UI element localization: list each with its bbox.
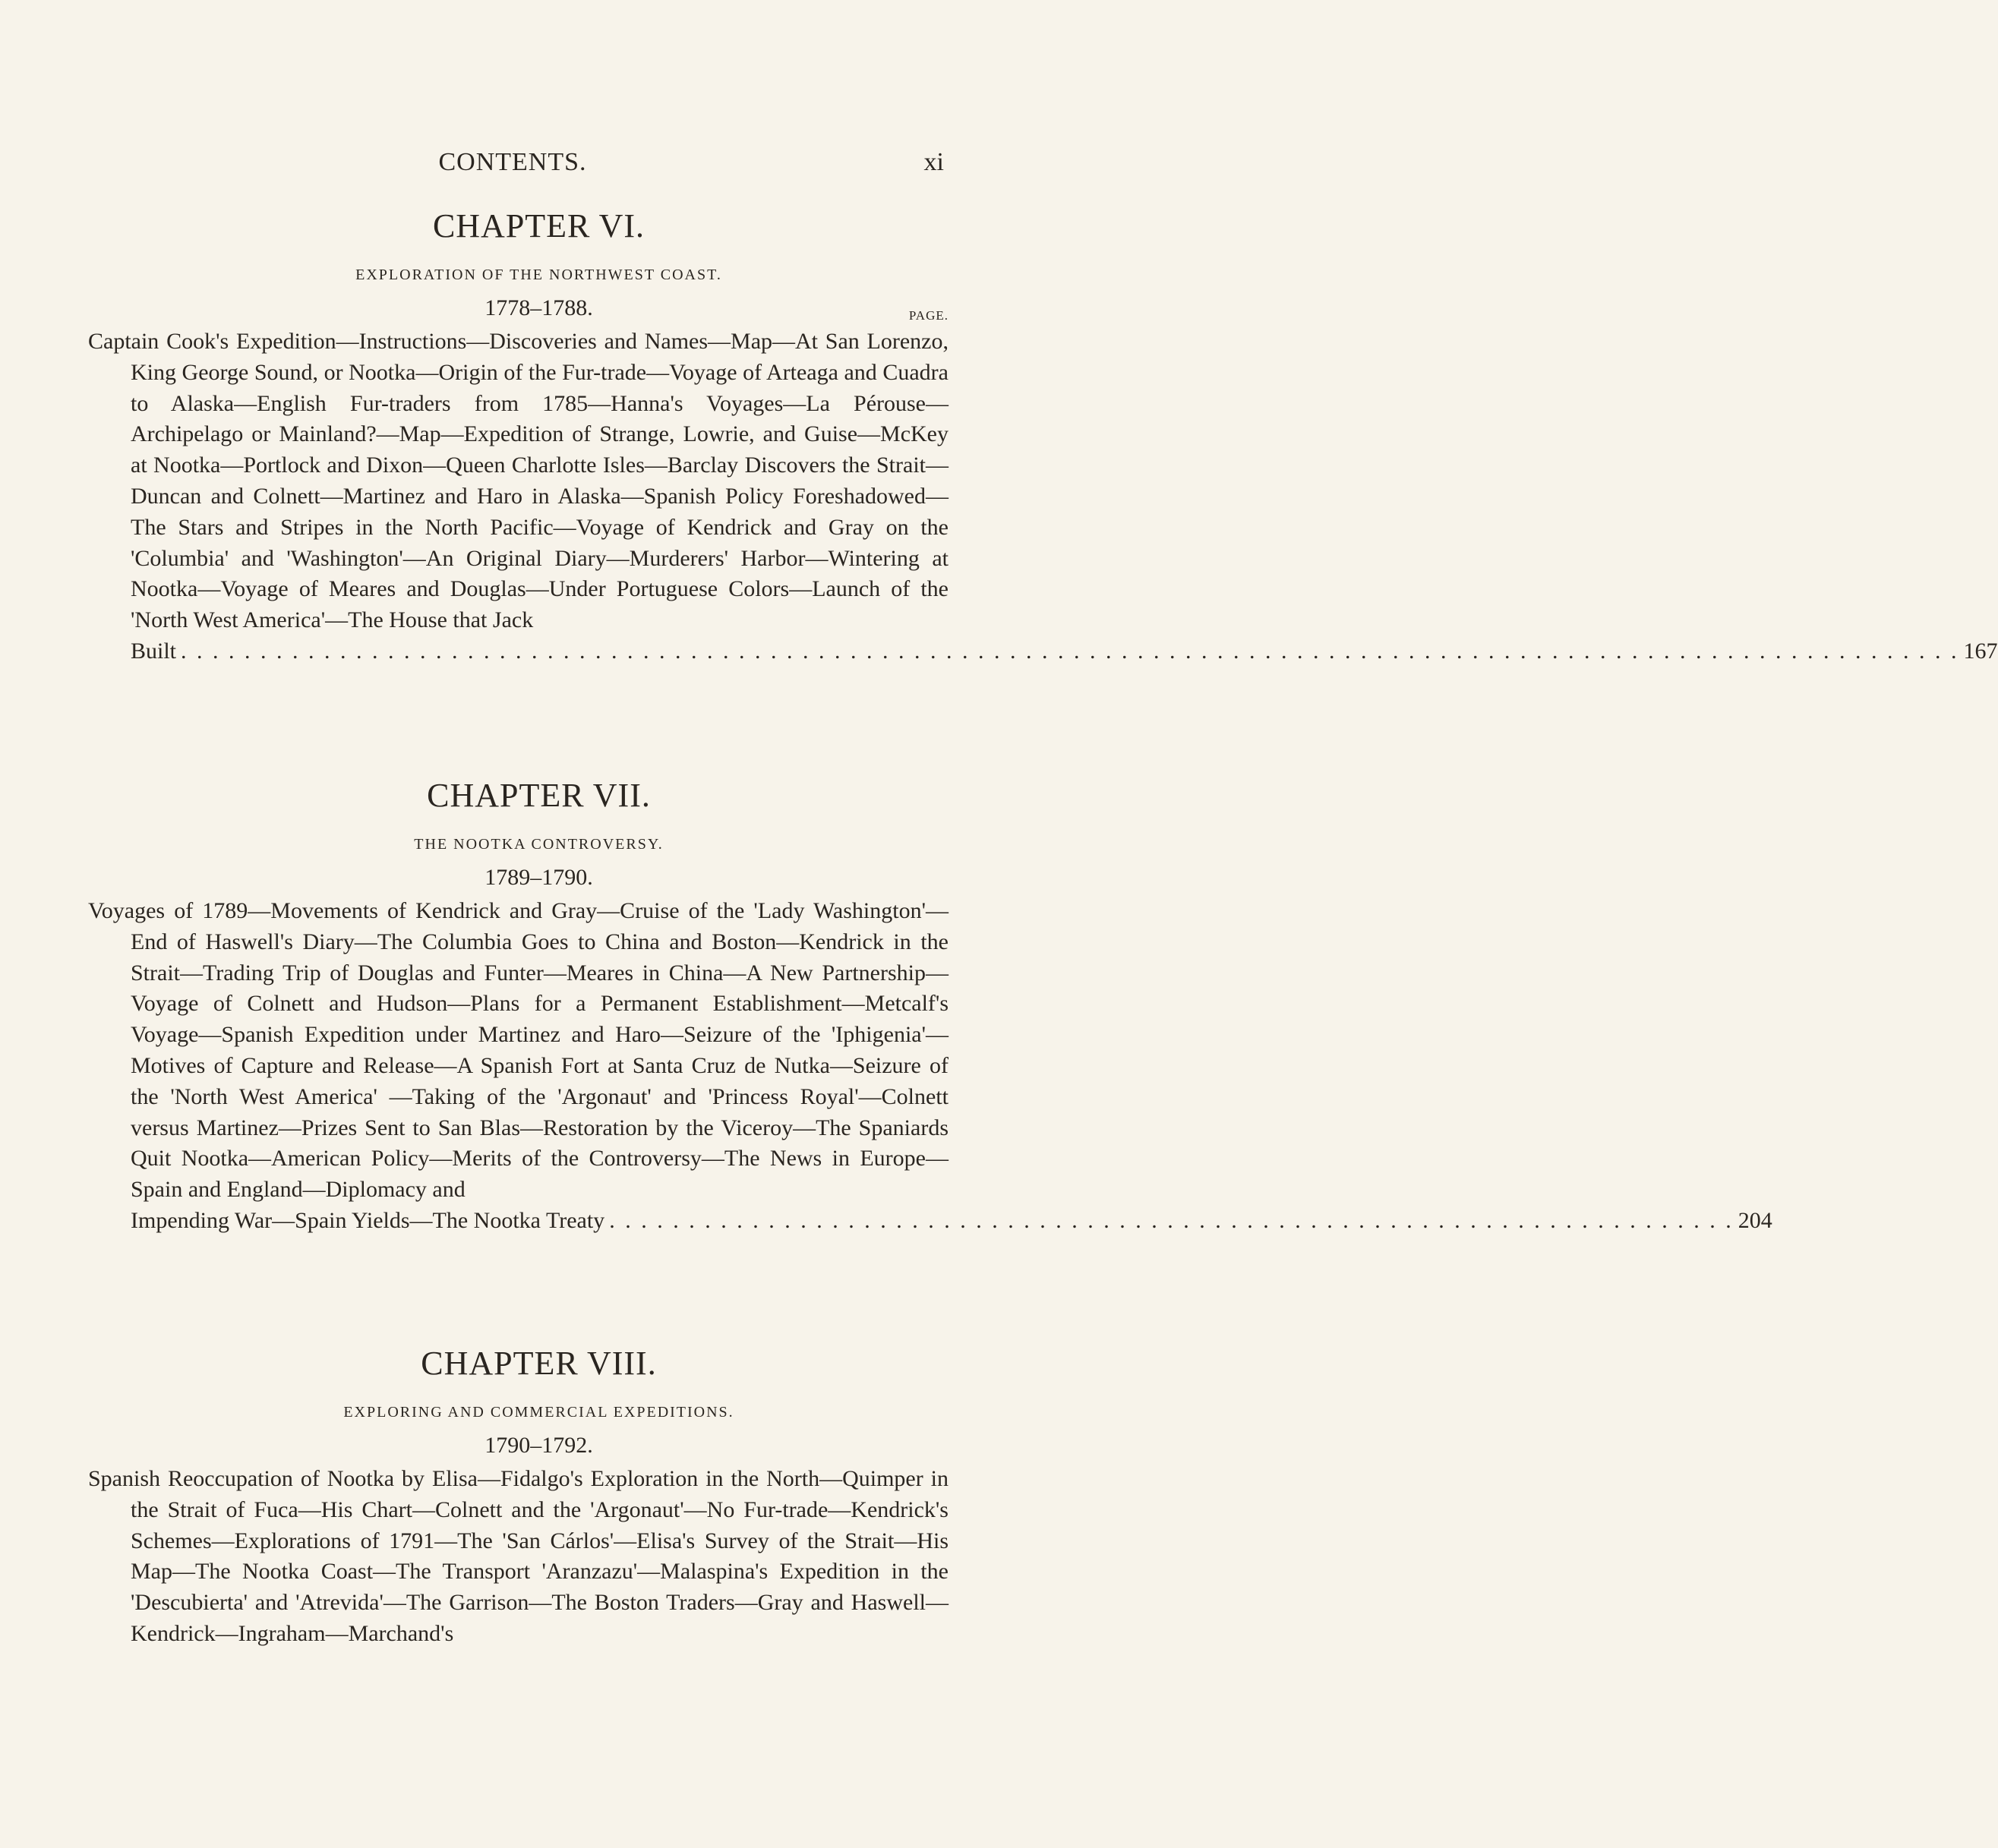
chapter-summary: Voyages of 1789—Movements of Kendrick and Gray—Cruise of the 'Lady Washington'—End of Haswell's Diary—The Columbia Goes to China and Boston—Kendrick in the Strait—Trading Trip of Douglas and Funter—Meares in China—A New Partnership—Voyage of Colnett and Hudson—Plans for a Permanent Establishment—Metcalf's Voyage—Spanish Expedition under Martinez and Haro—Seizure of the 'Iphigenia'—Motives of Capture and Release—A Spanish Fort at Santa Cruz de Nutka—Seizure of the 'North West America' —Taking of the 'Argonaut' and 'Princess Royal'—Colnett versus Martinez—Prizes Sent to San Blas—Restoration by the Viceroy—The Spaniards Quit Nootka—American Policy—Merits of the Controversy—The News in Europe—Spain and England—Diplomacy and xyxy=(88,898,948,1203)
chapter-7-entry xyxy=(0,776,1772,1237)
running-title: CONTENTS. xyxy=(438,148,587,176)
chapter-8-entry xyxy=(0,1344,1078,1650)
chapter-page-number: 167 xyxy=(1963,638,1998,664)
chapter-title: CHAPTER VII. xyxy=(427,777,651,814)
chapter-dates xyxy=(0,863,1078,893)
chapter-dates xyxy=(0,1430,1078,1461)
chapter-subtitle: EXPLORATION OF THE NORTHWEST COAST. xyxy=(355,266,722,283)
chapter-dates-text: 1789–1790. xyxy=(485,865,593,890)
chapter-subtitle: EXPLORING AND COMMERCIAL EXPEDITIONS. xyxy=(343,1404,734,1421)
chapter-title: CHAPTER VIII. xyxy=(421,1345,657,1382)
chapter-page-number: 204 xyxy=(1738,1207,1772,1233)
dot-leader: . . . . . . . . . . . . . . . . . . . . . . . . . . . . . . . . . . . . . . . . . . . . . . . . . . . . . . . . . . . . . . . . . . . . . . . xyxy=(609,1207,1734,1233)
page-column-label: PAGE. xyxy=(908,308,948,323)
summary-tail: Impending War—Spain Yields—The Nootka Treaty xyxy=(131,1207,605,1233)
chapter-dates-text: 1790–1792. xyxy=(485,1433,593,1458)
chapter-summary-last-line xyxy=(131,636,1998,667)
chapter-subtitle: THE NOOTKA CONTROVERSY. xyxy=(414,836,664,853)
page-folio: xi xyxy=(923,148,944,176)
chapter-6-entry xyxy=(0,207,1998,667)
chapter-summary: Captain Cook's Expedition—Instructions—Discoveries and Names—Map—At San Lorenzo, King George Sound, or Nootka—Origin of the Fur-trade—Voyage of Arteaga and Cuadra to Alaska—English Fur-traders from 1785—Hanna's Voyages—La Pérouse—Archipelago or Mainland?—Map—Expedition of Strange, Lowrie, and Guise—McKey at Nootka—Portlock and Dixon—Queen Charlotte Isles—Barclay Discovers the Strait—Duncan and Colnett—Martinez and Haro in Alaska—Spanish Policy Foreshadowed—The Stars and Stripes in the North Pacific—Voyage of Kendrick and Gray on the 'Columbia' and 'Washington'—An Original Diary—Murderers' Harbor—Wintering at Nootka—Voyage of Meares and Douglas—Under Portuguese Colors—Launch of the 'North West America'—The House that Jack xyxy=(88,329,948,633)
chapter-title: CHAPTER VI. xyxy=(432,207,645,244)
chapter-dates xyxy=(0,293,1078,323)
dot-leader: . . . . . . . . . . . . . . . . . . . . . . . . . . . . . . . . . . . . . . . . . . . . . . . . . . . . . . . . . . . . . . . . . . . . . . . . . . . . . . . . . . . . . . . . . . . . . . . . . . . . . . . . . . . . . . . . xyxy=(181,638,1959,664)
running-head xyxy=(0,148,1078,186)
chapter-dates-text: 1778–1788. xyxy=(485,295,593,320)
chapter-summary: Spanish Reoccupation of Nootka by Elisa—Fidalgo's Exploration in the North—Quimper in the Strait of Fuca—His Chart—Colnett and the 'Argonaut'—No Fur-trade—Kendrick's Schemes—Explorations of 1791—The 'San Cárlos'—Elisa's Survey of the Strait—His Map—The Nootka Coast—The Transport 'Aranzazu'—Malaspina's Expedition in the 'Descubierta' and 'Atrevida'—The Garrison—The Boston Traders—Gray and Haswell—Kendrick—Ingraham—Marchand's xyxy=(88,1466,948,1646)
chapter-summary-last-line xyxy=(131,1206,1772,1237)
summary-tail: Built xyxy=(131,638,177,664)
